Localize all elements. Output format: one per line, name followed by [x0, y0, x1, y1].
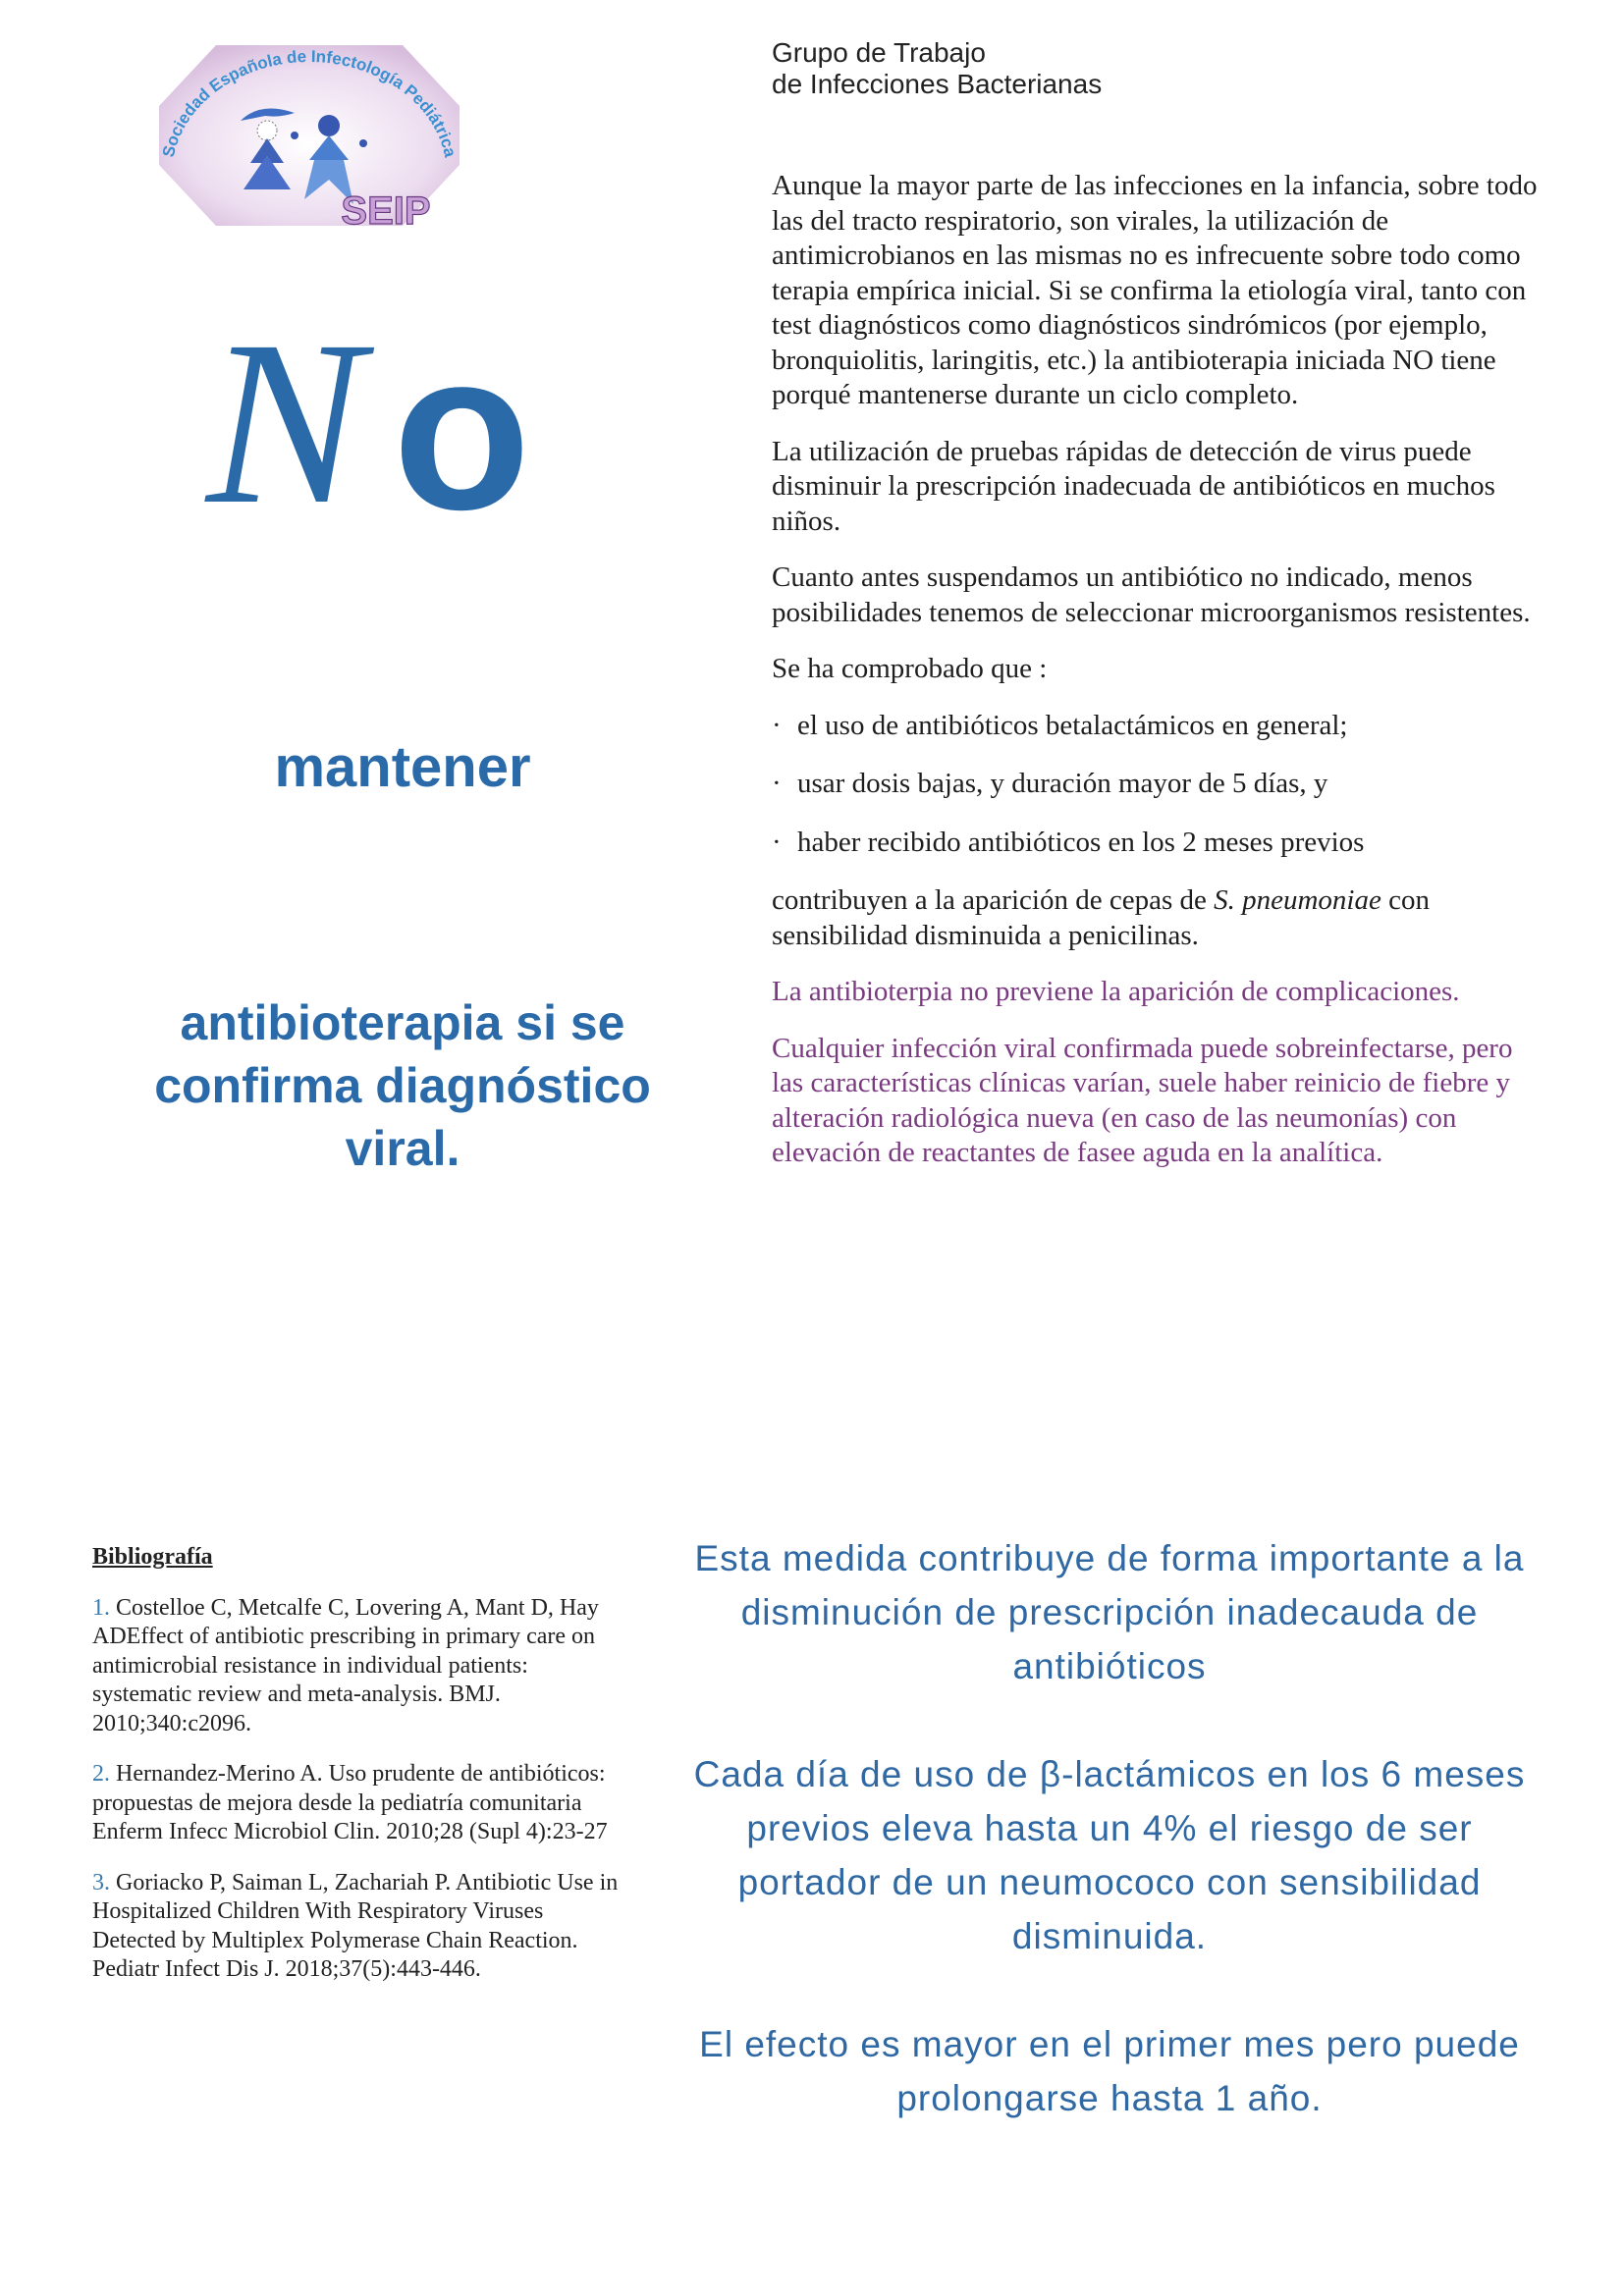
- reference-number: 3.: [92, 1869, 110, 1896]
- risk-factor-list: [772, 709, 1547, 861]
- headline-mantener: mantener: [274, 735, 531, 799]
- key-message-callout: [677, 1531, 1542, 2179]
- reference-item: [92, 1760, 623, 1847]
- body-paragraph-2: La utilización de pruebas rápidas de detección de virus puede disminuir la prescripción inadecuada de antibióticos en muchos niños.: [772, 435, 1495, 537]
- headline-no: [206, 292, 579, 557]
- headline-no-o: o: [393, 304, 531, 557]
- seip-logo: [147, 37, 471, 234]
- body-paragraph-6: La antibioterpia no previene la aparición de complicaciones.: [772, 976, 1460, 1007]
- logo-arc-text: Sociedad Española de Infectología Pediátrica: [158, 46, 460, 159]
- callout-paragraph-1: Esta medida contribuye de forma importante a la disminución de prescripción inadecauda de antibióticos: [694, 1538, 1525, 1686]
- reference-number: 2.: [92, 1761, 110, 1787]
- headline-line1: antibioterapia si se: [180, 995, 625, 1050]
- group-title-line2: de Infecciones Bacterianas: [772, 69, 1103, 99]
- bibliography-heading: Bibliografía: [92, 1544, 213, 1570]
- reference-text: Costelloe C, Metcalfe C, Lovering A, Mant D, Hay ADEffect of antibiotic prescribing in primary care on antimicrobial resistance in individual patients: systematic review and meta-analysis. BMJ. 2010;340:c2096.: [92, 1594, 599, 1736]
- p5-species: S. pneumoniae: [1214, 884, 1381, 916]
- logo-acronym: SEIP: [341, 189, 431, 233]
- list-item: [772, 826, 1547, 861]
- callout-paragraph-2: Cada día de uso de β-lactámicos en los 6 meses previos eleva hasta un 4% el riesgo de ser portador de un neumococo con sensibilidad disminuida.: [693, 1754, 1526, 1956]
- bullet-icon: ·: [772, 826, 782, 858]
- bibliography: [92, 1543, 623, 2006]
- headline-no-n: N: [206, 292, 364, 553]
- headline-antibioterapia: [88, 991, 717, 1180]
- p5-end: con sensibilidad disminuida a penicilinas.: [772, 884, 1430, 951]
- reference-number: 1.: [92, 1594, 110, 1621]
- callout-paragraph-3: El efecto es mayor en el primer mes pero puede prolongarse hasta 1 año.: [699, 2024, 1520, 2118]
- body-paragraph-5: [772, 883, 1547, 953]
- reference-item: [92, 1594, 623, 1739]
- list-item: [772, 709, 1547, 744]
- working-group-title: [772, 37, 1102, 100]
- body-paragraph-7: Cualquier infección viral confirmada puede sobreinfectarse, pero las características clínicas varían, suele haber reinicio de fiebre y alteración radiológica nueva (en caso de las neumonías) con elevación de reactantes de fasee aguda en la analítica.: [772, 1032, 1513, 1168]
- body-paragraph-3: Cuanto antes suspendamos un antibiótico no indicado, menos posibilidades tenemos de seleccionar microorganismos resistentes.: [772, 561, 1531, 628]
- list-item-text: haber recibido antibióticos en los 2 meses previos: [797, 826, 1365, 858]
- bullet-icon: ·: [772, 709, 782, 741]
- headline-line3: viral.: [345, 1121, 460, 1176]
- body-paragraph-1: Aunque la mayor parte de las infecciones en la infancia, sobre todo las del tracto respiratorio, son virales, la utilización de antimicrobianos en las mismas no es infrecuente sobre todo como terapia empírica inicial. Si se confirma la etiología viral, tanto con test diagnósticos como diagnósticos sindrómicos (por ejemplo, bronquiolitis, laringitis, etc.) la antibioterapia iniciada NO tiene porqué mantenerse durante un ciclo completo.: [772, 170, 1538, 410]
- bullet-icon: ·: [772, 768, 782, 799]
- list-item-text: el uso de antibióticos betalactámicos en general;: [797, 709, 1348, 741]
- headline-line2: confirma diagnóstico: [154, 1058, 651, 1113]
- group-title-line1: Grupo de Trabajo: [772, 37, 986, 68]
- reference-item: [92, 1869, 623, 1985]
- p5-start: contribuyen a la aparición de cepas de: [772, 884, 1215, 916]
- main-body: [772, 169, 1547, 1193]
- body-paragraph-4: Se ha comprobado que :: [772, 653, 1048, 684]
- list-item-text: usar dosis bajas, y duración mayor de 5 días, y: [797, 768, 1328, 799]
- list-item: [772, 767, 1547, 802]
- reference-text: Goriacko P, Saiman L, Zachariah P. Antibiotic Use in Hospitalized Children With Respiratory Viruses Detected by Multiplex Polymerase Chain Reaction. Pediatr Infect Dis J. 2018;37(5):443-446.: [92, 1869, 619, 1982]
- reference-text: Hernandez-Merino A. Uso prudente de antibióticos: propuestas de mejora desde la pediatría comunitaria Enferm Infecc Microbiol Clin. 2010;28 (Supl 4):23-27: [92, 1761, 608, 1844]
